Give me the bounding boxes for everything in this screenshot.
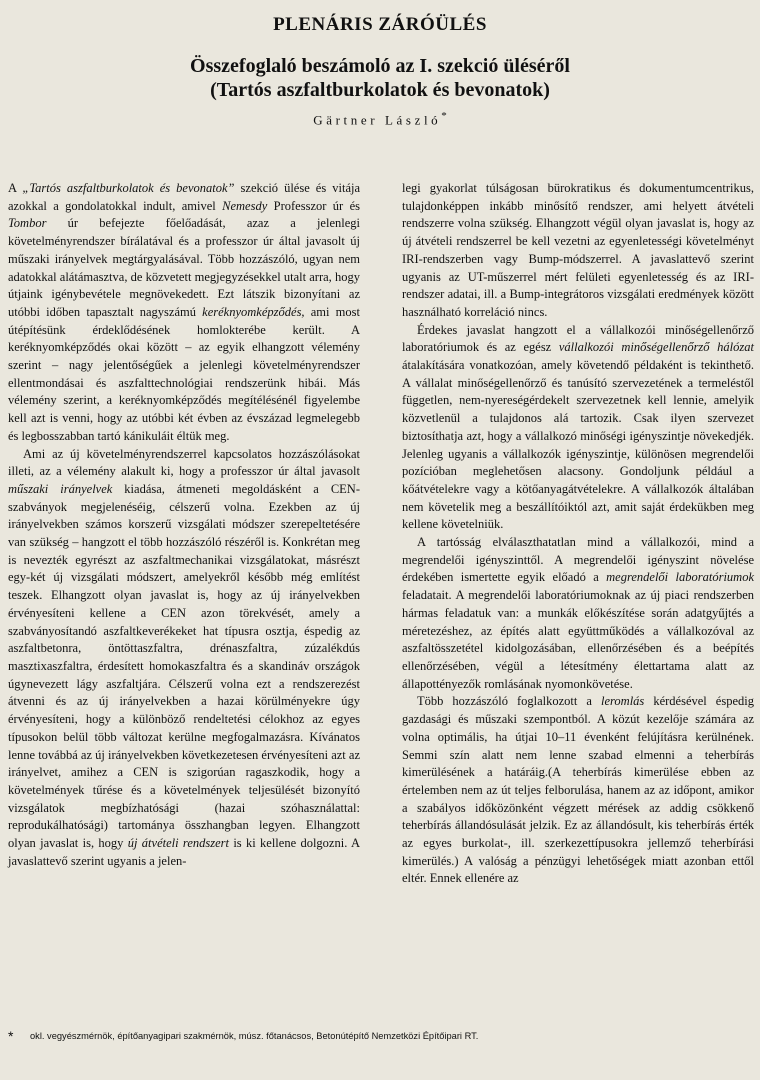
italic-text: leromlás — [601, 694, 645, 709]
text-run: feladatait. A megrendelői laboratóriumoknak az új piaci rendszerben hármas feladatuk van: a munkák előkészítése során adatgyűjtés a méretezéshez, az építés alatt együttműködés a vállalkozóval az aszfaltösszetétel kidolgozásában, ellenőrzésében és a beépítés ellenőrzésében, végül a létesítmény élettartama alatt az állapottényezők romlásának nyomonkövetése. — [402, 588, 754, 691]
text-run: Érdekes javaslat hangzott el a vállalkozói minőségellenőrző laboratóriumok és az egész — [402, 322, 754, 355]
text-run: ami most útépítésünk érdeklődésének homlokterébe került. A keréknyomképződés okai között – az egyik elhangzott vélemény szerint – nagy jelentőségűek a jelenlegi követelményrendszer ellentmondásai és aszfalttechnológiai rendszerünk hibái. Más vélemény szerint, a keréknyomképződés megítélésénél figyelembe kell azt is venni, hogy az utóbbi két évben az évszázad legmelegebb és legbosszabban tartó kánikuláit éltük meg. — [8, 304, 360, 443]
text-run: is ki kellene dolgozni. A javaslattevő szerint ugyanis a jelen- — [8, 836, 360, 868]
text-run: A tartósság elválaszthatatlan mind a vállalkozói, mind a megrendelői igényszinttől. A megrendelői igényszint növelése érdekében ismertette egyik előadó a — [402, 535, 754, 585]
italic-text: keréknyomképződés, — [202, 304, 305, 319]
italic-text: műszaki irányelvek — [8, 481, 113, 496]
paragraph — [402, 322, 754, 534]
italic-text: megrendelői laboratóriumok — [606, 570, 755, 585]
right-column — [402, 180, 754, 888]
author-footnote-mark: * — [441, 110, 447, 122]
text-run: átalakítására vonatkozóan, amely követendő példaként is tekinthető. A vállalat minőségellenőrző és tanúsító szervezetének a termeléstől független, nem-nyereségérdekelt szervezetnek kell lennie, amelyik közvetlenül a tulajdonos alá tartozik. Csak ilyen szervezet biztosíthatja azt, hogy a vállalkozó minőségi igényszintje növekedjék. Jelenleg ugyanis a vállalkozók igényszintje, különösen megrendelői pozícióban meglehetősen alacsony. Gondoljunk például a kőátvételekre vagy a kötőanyagátvételekre. A vállalkozók általában nem követelik meg a beszállítóiktól azt, amit saját érdekükben meg kellene követelniük. — [402, 358, 754, 532]
article-header — [0, 14, 760, 128]
paragraph — [8, 446, 360, 871]
title-line-1: Összefoglaló beszámoló az I. szekció üléséről — [190, 55, 570, 77]
footnote — [8, 1030, 752, 1042]
paragraph — [8, 180, 360, 446]
paragraph — [402, 693, 754, 888]
author-name: Gärtner László — [313, 112, 442, 128]
text-run: Ami az új követelményrendszerrel kapcsolatos hozzászólásokat illeti, az a vélemény alakult ki, hogy a professzor úr által javasolt — [8, 446, 360, 479]
text-run: kérdésével éspedig gazdasági és műszaki szempontból. A közút kezelője számára az volna optimális, ha útjai 10–11 évenként felújításra kerülnének. Semmi szín alatt nem lenne szabad elmenni a teherbírás kimerülésének a határáig.(A teherbírás kimerülése ebben az értelemben nem az út teljes felborulása, hanem az az időpont, amikor a szabályos időközönként végzett mérések az addig csökkenő teherbírás állandósulását jelzik. Ez az állandósult, kis teherbírás érték az egyes burkolat-, ill. szerkezettípusokra jellemző teherbírási kimerülés.) A valóság a pénzügyi lehetőségek miatt azonban ettől eltér. Ennek ellenére az — [402, 694, 754, 886]
italic-text: vállalkozói minőségellenőrző hálózat — [558, 340, 754, 355]
section-heading: PLENÁRIS ZÁRÓÜLÉS — [273, 14, 487, 35]
text-run: Professzor úr és — [267, 198, 360, 213]
text-run: A — [8, 181, 23, 195]
left-column — [8, 180, 360, 870]
paragraph — [402, 534, 754, 693]
italic-text: „Tartós aszfaltburkolatok és bevonatok” — [22, 181, 235, 195]
italic-text: Tombor — [8, 216, 47, 231]
italic-text: új átvételi rendszert — [127, 836, 229, 851]
text-run: úr befejezte főelőadását, azaz a jelenlegi követelményrendszer bírálatával és a professzor úr által javasolt új műszaki irányelvek megtárgyalásával. Több hozzászóló, ugyan nem adatokkal alátámasztva, de közvetett megjegyzésekkel utalt arra, hogy útjaink igénybevétele megnövekedett. Ezt látszik bizonyítani az utóbbi időben tapasztalt nagyszámú — [8, 216, 360, 319]
title-line-2: (Tartós aszfaltburkolatok és bevonatok) — [210, 79, 550, 101]
footnote-text: okl. vegyészmérnök, építőanyagipari szakmérnök, músz. főtanácsos, Betonútépítő Nemzetközi Építőipari RT. — [30, 1031, 479, 1041]
article-title — [0, 54, 760, 102]
text-run: kiadása, átmeneti megoldásként a CEN-szabványok megjelenéséig, célszerű volna. Ezekben az új irányelvekben számos korszerű vizsgálati módszer szerepeltetésére van szükség – hangzott el több hozzászóló részéről is. Konkrétan meg is nevezték egyrészt az aszfaltmechanikai vizsgálatokat, másrészt egy-két új vizsgálati módszert, amelyekről később még említést teszek. Elhangzott olyan javaslat is, hogy az új irányelvekben érvényesíteni kellene a CEN azon törekvését, amely a szabványosítandó aszfaltkeverékeket hat típusra osztja, éspedig az aszfaltbetonra, öntöttaszfaltra, drénaszfaltra, zúzalékdús masztixaszfaltra, érdesített homokaszfaltra és a skandináv országok úgynevezett lágy aszfaltjára. Célszerű volna ezt a rendszerezést átvenni és az új irányelvekben a hazai körülményekre úgy érvényesíteni, hogy a különböző rendeltetési célokhoz az egyes típusokon belül több változat kerülne megfogalmazásra. Kívánatos lenne továbbá az új irányelvekben következetesen érvényesíteni azt az irányelvet, amihez a CEN is szigorúan ragaszkodik, hogy a követelmények tűrése és a követelmények teljesülését bizonyító vizsgálatok megbízhatósági (hazai szóhasználattal: reprodukálhatósági) tartománya összhangban legyen. Elhangzott olyan javaslat is, hogy — [8, 481, 361, 851]
text-run: szekció ülése és vitája azokkal a gondolatokkal indult, amivel — [8, 181, 361, 213]
text-run: Több hozzászóló foglalkozott a — [417, 694, 601, 709]
paragraph: legi gyakorlat túlságosan bürokratikus és dokumentumcentrikus, tulajdonképpen inkább minősítő rendszer, ami helyett átvételi rendszerre volna szükség. Elhangzott végül olyan javaslat is, hogy az új átvételi rendszerrel be kell vezetni az egyenletességi követelményt IRI-rendszerben vagy Bump-módszerrel. A javaslattevő szerint ugyanis az UT-műszerrel mért felületi egyenletesség és az IRI-rendszer adatai, ill. a Bump-integrátoros vizsgálati eredmények között használható korreláció nincs. — [402, 181, 754, 319]
footnote-mark: * — [8, 1028, 14, 1044]
author-line — [0, 110, 760, 128]
italic-text: Nemesdy — [222, 198, 268, 213]
